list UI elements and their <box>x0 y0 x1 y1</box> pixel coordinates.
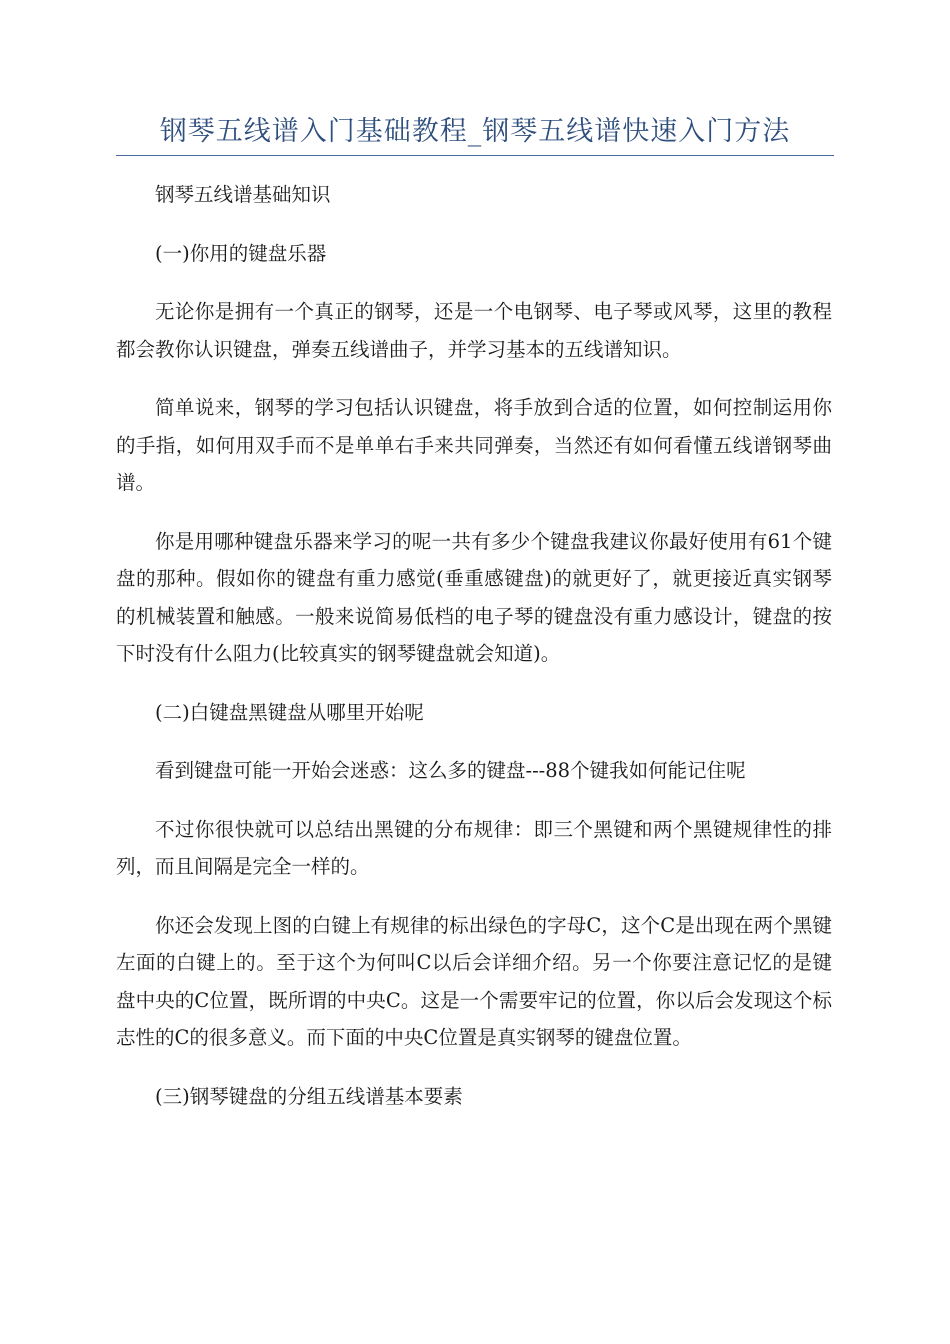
section-heading: 钢琴五线谱基础知识 <box>155 183 331 206</box>
paragraph: 你是用哪种键盘乐器来学习的呢一共有多少个键盘我建议你最好使用有61个键盘的那种。假如你的键盘有重力感觉(垂重感键盘)的就更好了，就更接近真实钢琴的机械装置和触感。一般来说简易低档的电子琴的键盘没有重力感设计，键盘的按下时没有什么阻力(比较真实的钢琴键盘就会知道)。 <box>116 529 832 665</box>
subsection-heading: (一)你用的键盘乐器 <box>155 241 327 265</box>
paragraph: 看到键盘可能一开始会迷惑：这么多的键盘---88个键我如何能记住呢 <box>155 759 746 782</box>
paragraph: 不过你很快就可以总结出黑键的分布规律：即三个黑键和两个黑键规律性的排列，而且间隔是完全一样的。 <box>116 817 832 878</box>
subsection-heading: (二)白键盘黑键盘从哪里开始呢 <box>155 700 424 724</box>
title-underline <box>116 155 834 156</box>
subsection-heading: (三)钢琴键盘的分组五线谱基本要素 <box>155 1084 463 1108</box>
paragraph: 你还会发现上图的白键上有规律的标出绿色的字母C，这个C是出现在两个黑键左面的白键上的。至于这个为何叫C以后会详细介绍。另一个你要注意记忆的是键盘中央的C位置，既所谓的中央C。这是一个需要牢记的位置，你以后会发现这个标志性的C的很多意义。而下面的中央C位置是真实钢琴的键盘位置。 <box>116 913 832 1049</box>
paragraph: 无论你是拥有一个真正的钢琴，还是一个电钢琴、电子琴或风琴，这里的教程都会教你认识键盘，弹奏五线谱曲子，并学习基本的五线谱知识。 <box>116 300 832 361</box>
paragraph: 简单说来，钢琴的学习包括认识键盘，将手放到合适的位置，如何控制运用你的手指，如何用双手而不是单单右手来共同弹奏，当然还有如何看懂五线谱钢琴曲谱。 <box>116 396 832 494</box>
document-title: 钢琴五线谱入门基础教程_钢琴五线谱快速入门方法 <box>159 116 791 147</box>
document-body <box>116 176 832 1136</box>
